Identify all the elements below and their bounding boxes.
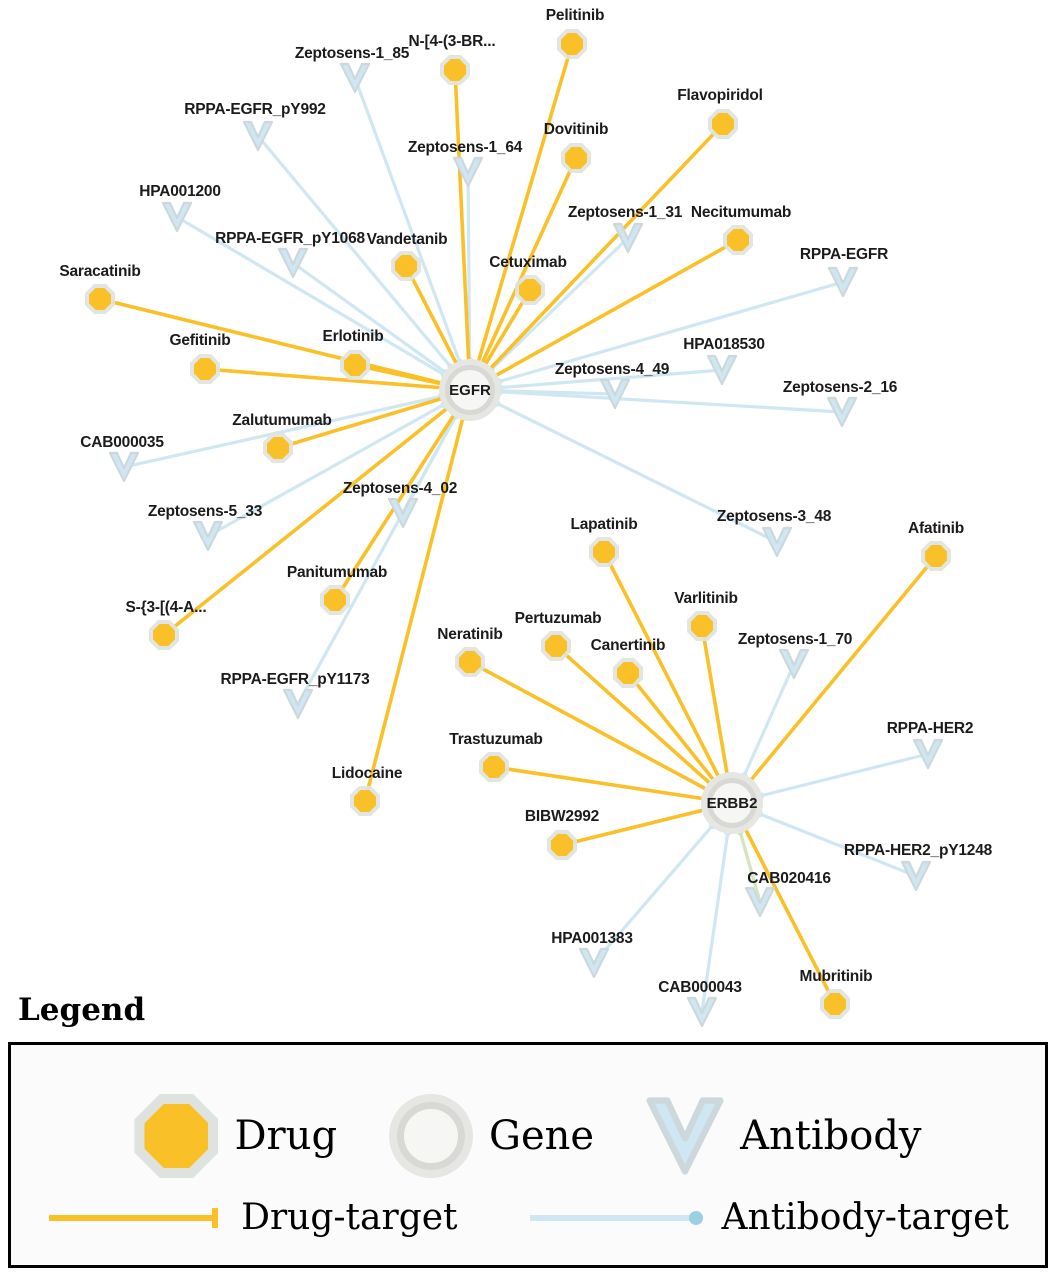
antibody-node-label: Zeptosens-3_48: [716, 508, 832, 525]
drug-node[interactable]: [320, 585, 350, 615]
antibody-chevron-icon: [646, 1093, 724, 1179]
antibody-node-label: Zeptosens-4_49: [554, 361, 670, 378]
antibody-chevron-icon: [779, 647, 809, 681]
antibody-node[interactable]: [613, 221, 643, 255]
legend-label-antibody-target: Antibody-target: [721, 1197, 1009, 1238]
antibody-node[interactable]: [828, 265, 858, 299]
drug-node[interactable]: [613, 658, 643, 688]
drug-node-label: S-{3-[(4-A...: [125, 599, 207, 616]
drug-node-label: Afatinib: [907, 520, 965, 537]
drug-node-label: Zalutumumab: [232, 412, 332, 429]
antibody-node[interactable]: [600, 377, 630, 411]
antibody-node[interactable]: [388, 496, 418, 530]
drug-node-label: Erlotinib: [322, 328, 384, 345]
antibody-node-label: Zeptosens-1_31: [567, 204, 683, 221]
drug-node[interactable]: [479, 752, 509, 782]
drug-node[interactable]: [340, 350, 370, 380]
antibody-chevron-icon: [579, 946, 609, 980]
drug-node[interactable]: [455, 647, 485, 677]
drug-node[interactable]: [723, 225, 753, 255]
drug-node[interactable]: [708, 109, 738, 139]
antibody-node[interactable]: [109, 450, 139, 484]
antibody-node[interactable]: [193, 519, 223, 553]
drug-node-label: Neratinib: [437, 626, 503, 643]
antibody-node[interactable]: [913, 737, 943, 771]
legend-label-antibody: Antibody: [740, 1113, 922, 1159]
drug-node-label: Gefitinib: [169, 332, 231, 349]
drug-node[interactable]: [820, 989, 850, 1019]
drug-node[interactable]: [515, 275, 545, 305]
drug-node[interactable]: [149, 620, 179, 650]
drug-node-label: Pelitinib: [545, 7, 605, 24]
drug-node-label: Lapatinib: [570, 516, 638, 533]
gene-node[interactable]: [701, 772, 763, 834]
drug-node-label: Pertuzumab: [514, 610, 602, 627]
antibody-chevron-icon: [453, 155, 483, 189]
antibody-chevron-icon: [707, 353, 737, 387]
legend-node-types: [11, 1093, 1045, 1179]
legend-label-drug: Drug: [234, 1113, 338, 1159]
drug-octagon-icon: [134, 1094, 218, 1178]
antibody-node-label: CAB000043: [658, 979, 742, 996]
antibody-node-label: CAB000035: [80, 434, 164, 451]
antibody-node-label: HPA001383: [551, 930, 633, 947]
legend-label-gene: Gene: [489, 1113, 595, 1159]
antibody-node-label: RPPA-HER2: [886, 720, 974, 737]
antibody-node-label: Zeptosens-1_85: [294, 45, 410, 62]
legend-item-gene: [389, 1094, 594, 1178]
antibody-chevron-icon: [278, 246, 308, 280]
antibody-node[interactable]: [243, 119, 273, 153]
antibody-node-label: RPPA-EGFR_pY1173: [220, 671, 370, 688]
drug-node-label: Mubritinib: [799, 968, 873, 985]
antibody-node[interactable]: [162, 200, 192, 234]
drug-node-label: N-[4-(3-BR...: [408, 33, 496, 50]
drug-node-label: Cetuximab: [489, 254, 567, 271]
antibody-node[interactable]: [453, 155, 483, 189]
antibody-node[interactable]: [901, 859, 931, 893]
legend-edge-types: [11, 1197, 1045, 1238]
legend-item-drug-target: [47, 1197, 457, 1238]
antibody-node[interactable]: [340, 61, 370, 95]
antibody-chevron-icon: [687, 995, 717, 1029]
antibody-chevron-icon: [283, 687, 313, 721]
antibody-node[interactable]: [278, 246, 308, 280]
antibody-node[interactable]: [707, 353, 737, 387]
drug-node[interactable]: [350, 786, 380, 816]
antibody-chevron-icon: [827, 395, 857, 429]
gene-node-label: ERBB2: [706, 794, 758, 812]
legend-item-antibody: [646, 1093, 921, 1179]
antibody-node[interactable]: [687, 995, 717, 1029]
antibody-chevron-icon: [913, 737, 943, 771]
antibody-node-label: RPPA-HER2_pY1248: [843, 842, 993, 859]
antibody-node-label: CAB020416: [747, 870, 831, 887]
antibody-node[interactable]: [827, 395, 857, 429]
antibody-node-label: Zeptosens-1_70: [737, 631, 853, 648]
drug-node-label: Flavopiridol: [677, 87, 763, 104]
drug-node[interactable]: [921, 541, 951, 571]
antibody-node[interactable]: [579, 946, 609, 980]
antibody-chevron-icon: [613, 221, 643, 255]
antibody-node-label: HPA001200: [139, 183, 221, 200]
antibody-node-label: Zeptosens-1_64: [407, 139, 523, 156]
drug-node[interactable]: [557, 29, 587, 59]
drug-node-label: Varlitinib: [674, 590, 738, 607]
legend-item-antibody-target: [528, 1197, 1009, 1238]
antibody-node-label: RPPA-EGFR: [799, 246, 889, 263]
antibody-chevron-icon: [901, 859, 931, 893]
drug-node[interactable]: [440, 55, 470, 85]
drug-node-label: Canertinib: [590, 637, 666, 654]
graph-edge: [470, 158, 576, 390]
legend-label-drug-target: Drug-target: [241, 1197, 458, 1238]
drug-node[interactable]: [263, 433, 293, 463]
gene-circle-icon: [389, 1094, 473, 1178]
drug-node-label: Trastuzumab: [449, 731, 543, 748]
antibody-node-label: HPA018530: [683, 336, 765, 353]
antibody-node-label: Zeptosens-4_02: [342, 480, 458, 497]
antibody-chevron-icon: [109, 450, 139, 484]
antibody-node-label: Zeptosens-2_16: [782, 379, 898, 396]
antibody-node-label: RPPA-EGFR_pY992: [184, 101, 326, 118]
antibody-chevron-icon: [340, 61, 370, 95]
antibody-chevron-icon: [388, 496, 418, 530]
antibody-node[interactable]: [762, 525, 792, 559]
antibody-chevron-icon: [745, 885, 775, 919]
gene-node-label: EGFR: [449, 381, 491, 399]
antibody-node-label: Zeptosens-5_33: [147, 503, 263, 520]
graph-edge: [732, 556, 936, 803]
drug-node[interactable]: [85, 284, 115, 314]
drug-node-label: Panitumumab: [286, 564, 388, 581]
legend-box: [8, 1042, 1048, 1268]
drug-node[interactable]: [190, 354, 220, 384]
antibody-chevron-icon: [762, 525, 792, 559]
antibody-node[interactable]: [779, 647, 809, 681]
drug-node-label: Saracatinib: [59, 263, 141, 280]
drug-node-label: Necitumumab: [690, 204, 792, 221]
drug-node-label: Dovitinib: [543, 121, 609, 138]
drug-node[interactable]: [547, 830, 577, 860]
drug-node[interactable]: [561, 143, 591, 173]
antibody-chevron-icon: [162, 200, 192, 234]
drug-node-label: BIBW2992: [524, 808, 600, 825]
drug-target-edge-icon: [47, 1205, 227, 1231]
legend-item-drug: [134, 1094, 337, 1178]
antibody-node-label: RPPA-EGFR_pY1068: [215, 230, 365, 247]
antibody-node[interactable]: [283, 687, 313, 721]
antibody-chevron-icon: [828, 265, 858, 299]
antibody-target-edge-icon: [528, 1205, 708, 1231]
gene-node[interactable]: [439, 359, 501, 421]
drug-node-label: Vandetanib: [366, 231, 448, 248]
drug-node[interactable]: [687, 611, 717, 641]
drug-node[interactable]: [391, 251, 421, 281]
antibody-chevron-icon: [243, 119, 273, 153]
antibody-chevron-icon: [193, 519, 223, 553]
legend-title: Legend: [18, 992, 146, 1028]
drug-node-label: Lidocaine: [331, 765, 403, 782]
antibody-chevron-icon: [600, 377, 630, 411]
drug-node[interactable]: [589, 537, 619, 567]
antibody-node[interactable]: [745, 885, 775, 919]
drug-node[interactable]: [541, 631, 571, 661]
